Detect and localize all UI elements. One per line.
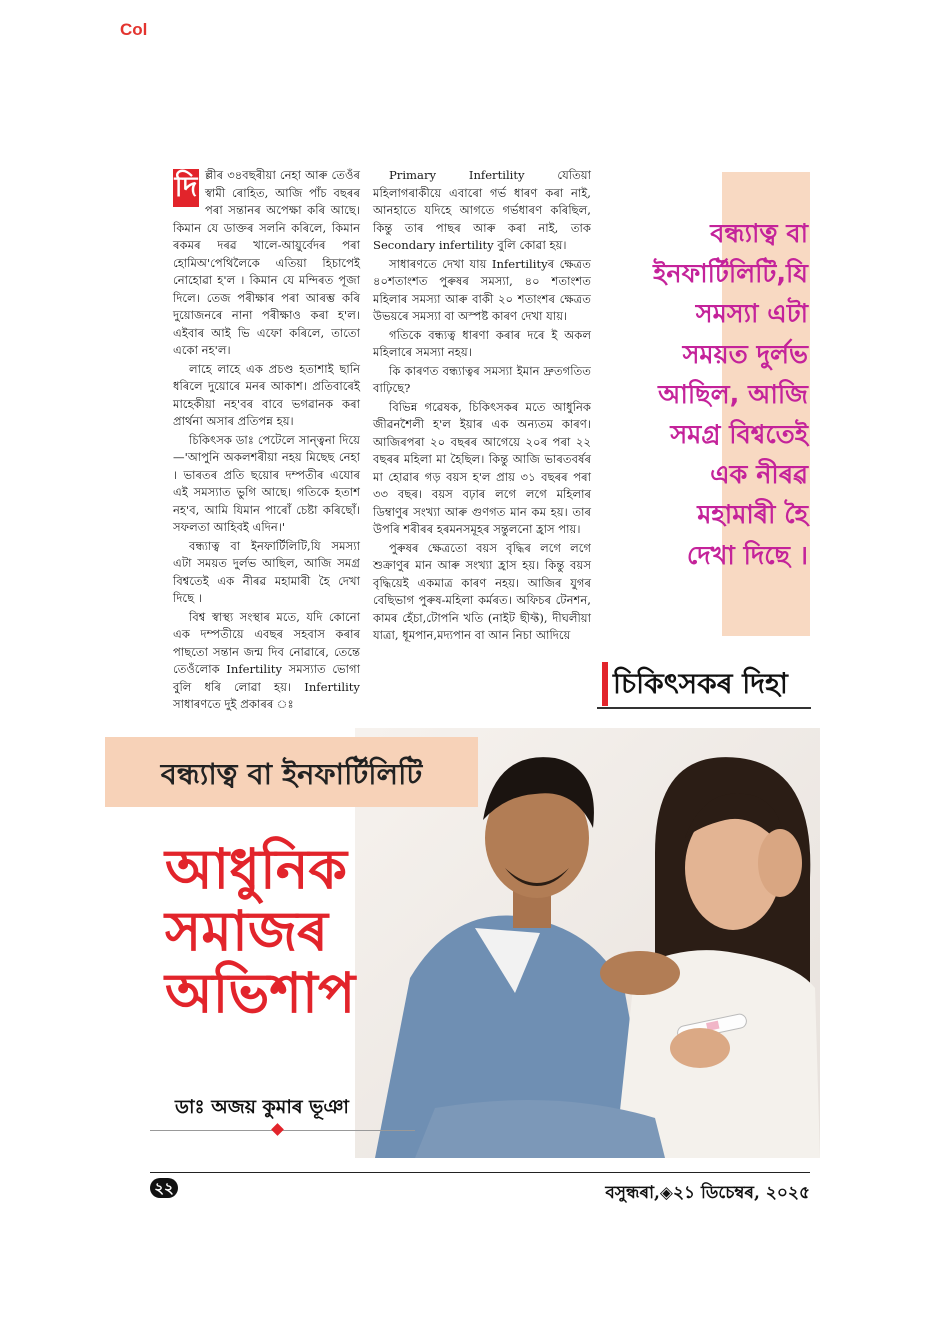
paragraph: বিশ্ব স্বাস্থ্য সংস্থাৰ মতে, যদি কোনো এক দম্পতীয়ে এবছৰ সহবাস কৰাৰ পাছতো সন্তান জন্ম দিব নোৱাৰে, তেন্তে তেওঁলোক Infertility সমস্যাত ভোগা বুলি ধৰি লোৱা হয়। Infertility সাধাৰণতে দুই প্ৰকাৰৰ ঃ bbox=[173, 609, 360, 711]
pull-quote-line: আছিল, আজি bbox=[658, 379, 808, 410]
paragraph: সাধাৰণতে দেখা যায় Infertilityৰ ক্ষেত্ৰত ৪০শতাংশত পুৰুষৰ সমস্যা, ৪০ শতাংশত মহিলাৰ সমস্যা আৰু বাকী ২০ শতাংশৰ ক্ষেত্ৰত উভয়ৰে সমস্যা বা অস্পষ্ট কাৰণ দেখা যায়। bbox=[373, 256, 591, 323]
author-name: ডাঃ অজয় কুমাৰ ভূঞা bbox=[175, 1096, 349, 1118]
headline-small: বন্ধ্যাত্ব বা ইনফাৰ্টিলিটি bbox=[160, 757, 423, 791]
corner-label: Col bbox=[120, 20, 148, 39]
title-line: আধুনিক bbox=[165, 837, 348, 901]
paragraph: বন্ধ্যাত্ব বা ইনফাৰ্টিলিটি,যি সমস্যা এটা সময়ত দুৰ্লভ আছিল, আজি সমগ্ৰ বিশ্বতেই এক নীৰৱ মহামাৰী হৈ দেখা দিছে । bbox=[173, 538, 360, 605]
title-line: অভিশাপ bbox=[165, 961, 356, 1025]
pull-quote-line: দেখা দিছে । bbox=[686, 540, 808, 571]
section-title: চিকিৎসকৰ দিহা bbox=[613, 667, 788, 700]
section-marker bbox=[602, 662, 608, 706]
pull-quote-line: এক নীৰৱ bbox=[710, 460, 808, 491]
page-number: ২২ bbox=[150, 1178, 178, 1198]
paragraph: Primary Infertility যেতিয়া মহিলাগৰাকীয়ে এবাৰো গৰ্ভ ধাৰণ কৰা নাই, আনহাতে যদিহে আগতে গৰ্ভধাৰণ কৰিছিল, কিন্তু তাৰ পাছৰ আৰু কৰা নাই, তাক Secondary infertility বুলি কোৱা হয়। bbox=[373, 168, 591, 252]
publication-date: বসুন্ধৰা,◈২১ ডিচেম্বৰ, ২০২৫ bbox=[605, 1183, 810, 1203]
diamond-icon bbox=[271, 1123, 284, 1136]
pull-quote-line: সমগ্ৰ বিশ্বতেই bbox=[670, 420, 808, 451]
divider bbox=[597, 707, 811, 709]
pull-quote-line: সমস্যা এটা bbox=[695, 299, 808, 330]
paragraph: বিভিন্ন গৱেষক, চিকিৎসকৰ মতে আধুনিক জীৱনশৈলী হ'ল ইয়াৰ এক অন্যতম কাৰণ। আজিৰপৰা ২০ বছৰৰ আগেয়ে ২০ৰ পৰা ২২ বছৰৰ মহিলা মা হৈছিল। কিন্তু আজি ভাৰতবৰ্ষৰ মা হোৱাৰ গড় বয়স হ'ল প্ৰায় ৩১ বছৰৰ পৰা ৩৩ বছৰ। বয়স বঢ়াৰ লগে লগে মহিলাৰ ডিম্বাণুৰ সংখ্যা আৰু গুণগত মান কম হয়। তাৰ উপৰি শৰীৰৰ হৰমনসমূহৰ সন্তুলনো হ্ৰাস পায়। bbox=[373, 399, 591, 536]
paragraph: পুৰুষৰ ক্ষেত্ৰতো বয়স বৃদ্ধিৰ লগে লগে শুক্ৰাণুৰ মান আৰু সংখ্যা হ্ৰাস হয়। কিন্তু বয়স বৃদ্ধিয়েই একমাত্ৰ কাৰণ নহয়। আজিৰ যুগৰ বেছিভাগ পুৰুষ-মহিলা কৰ্মৰত। অফিচৰ টেনশন, কামৰ হেঁচা,টোপনি খতি (নাইট ছীফ্ট), দীঘলীয়া যাত্ৰা, ধূমপান,মদ্যপান বা আন নিচা আদিয়ে bbox=[373, 540, 591, 642]
paragraph: গতিকে বন্ধ্যত্ব ধাৰণা কৰাৰ দৰে ই অকল মহিলাৰে সমস্যা নহয়। bbox=[373, 327, 591, 359]
article-column-2 bbox=[373, 167, 591, 646]
pull-quote-line: বন্ধ্যাত্ব বা bbox=[710, 219, 808, 249]
pull-quote bbox=[610, 214, 808, 576]
article-column-1 bbox=[173, 167, 360, 715]
drop-cap: দি bbox=[173, 169, 199, 207]
pull-quote-line: মহামাৰী হৈ bbox=[697, 500, 808, 531]
title-line: সমাজৰ bbox=[165, 899, 328, 963]
paragraph: ল্লীৰ ৩৪বছৰীয়া নেহা আৰু তেওঁৰ স্বামী ৰোহিত, আজি পাঁচ বছৰৰ পৰা সন্তানৰ অপেক্ষা কৰি আছে। কিমান যে ডাক্তৰ সলনি কৰিলে, কিমান ৰকমৰ দৰৱ খালে-আয়ুৰ্বেদৰ পৰা হোমিঅ'পেথিলৈকে এতিয়া হিচাপেই নোহোৱা হ'ল । কিমান যে মন্দিৰত পূজা দিলে। তেজ পৰীক্ষাৰ পৰা আৰম্ভ কৰি দুয়োজনৰে নানা পৰীক্ষাও কৰা হ'ল। এইবাৰ আই ভি এফো কৰিলে, তাতো একো নহ'ল। bbox=[173, 168, 360, 357]
paragraph: চিকিৎসক ডাঃ পেটেলে সান্ত্বনা দিয়ে—'আপুনি অকলশৰীয়া নহয় মিছেছ নেহা । ভাৰতৰ প্ৰতি ছয়োৰ দম্পতীৰ এযোৰ এই সমস্যাত ভুগি আছে। গতিকে হতাশ নহ'ব, আমি যিমান পাৰোঁ চেষ্টা কৰিছোঁ। সফলতা আহিবই এদিন।' bbox=[173, 432, 360, 534]
footer-divider bbox=[150, 1172, 810, 1173]
pull-quote-line: ইনফাৰ্টিলিটি,যি bbox=[653, 259, 808, 290]
paragraph: কি কাৰণত বন্ধ্যাত্বৰ সমস্যা ইমান দ্ৰুতগতিত বাঢ়িছে? bbox=[373, 363, 591, 395]
main-title bbox=[165, 838, 355, 1024]
pull-quote-line: সময়ত দুৰ্লভ bbox=[682, 339, 808, 370]
paragraph: লাহে লাহে এক প্ৰচণ্ড হতাশাই ছানি ধৰিলে দুয়োৰে মনৰ আকাশ। প্ৰতিবাৰেই মাহেকীয়া নহ'বৰ বাবে ভগৱানক কৰা প্ৰাৰ্থনা অসাৰ প্ৰতিপন্ন হয়। bbox=[173, 361, 360, 428]
